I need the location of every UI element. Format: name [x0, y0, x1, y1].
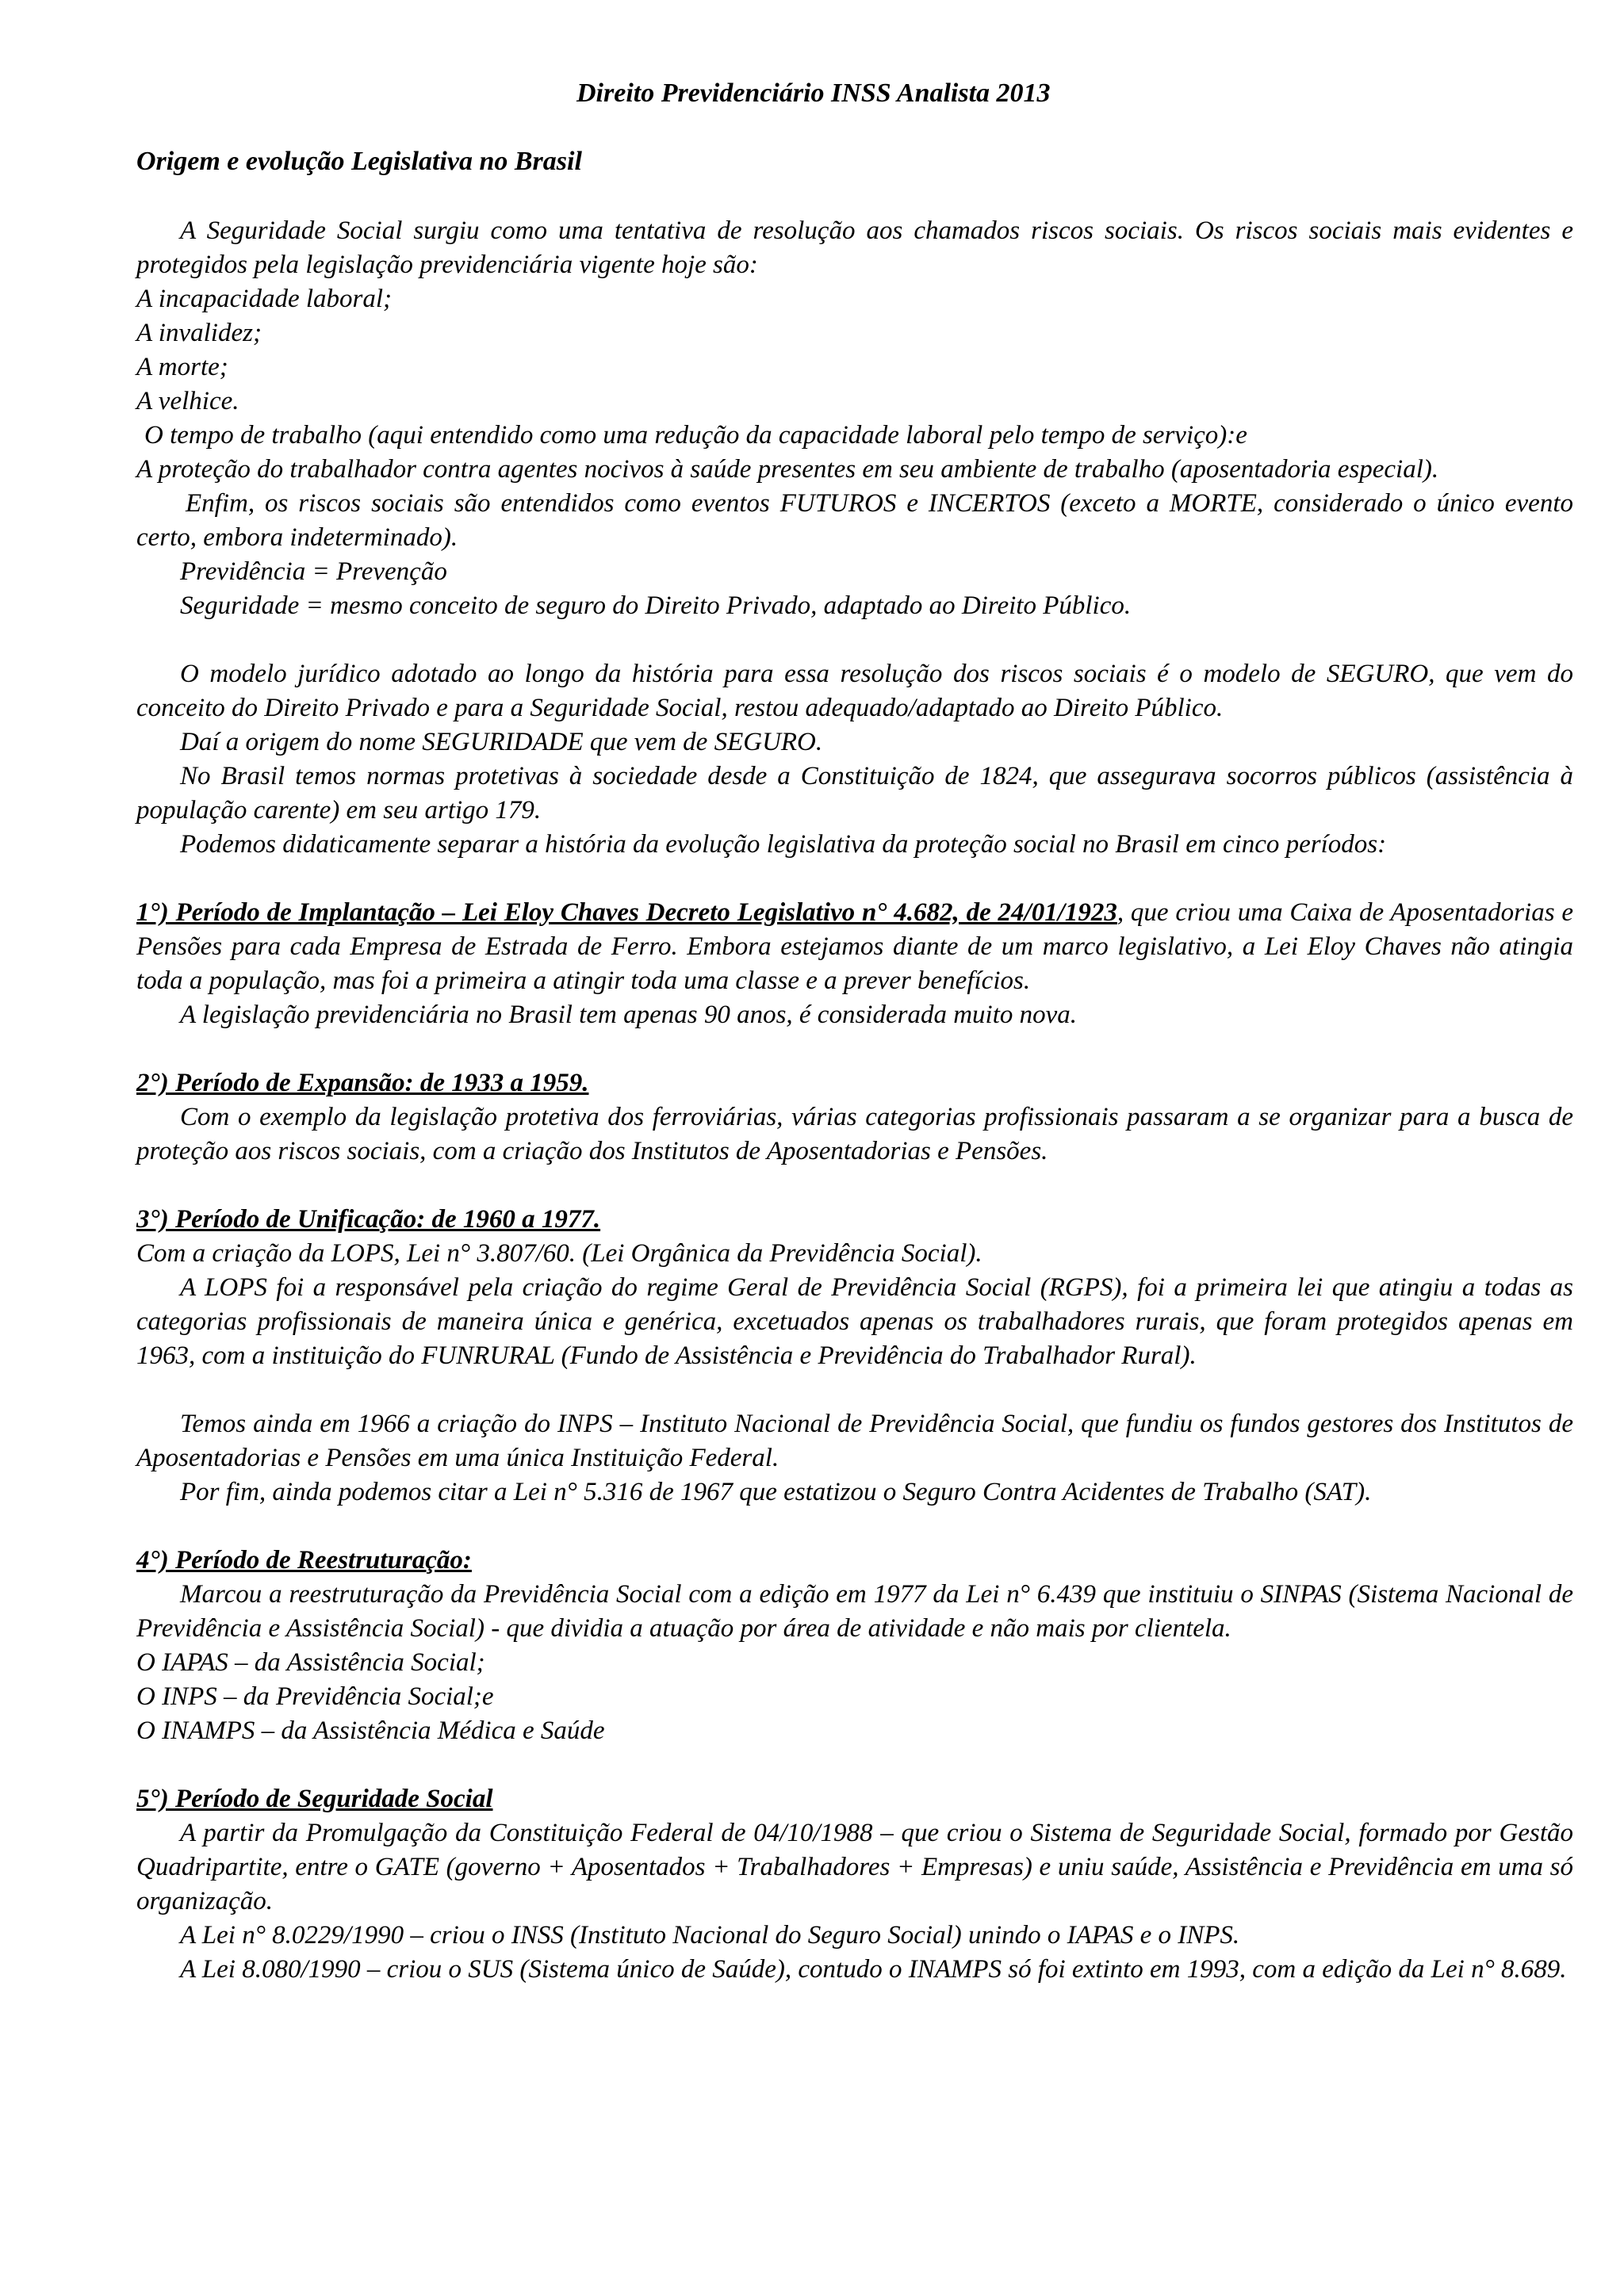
- intro-paragraph: O tempo de trabalho (aqui entendido como uma redução da capacidade laboral pelo tempo de serviço):e: [144, 421, 1247, 450]
- period-5-title: 5°) Período de Seguridade Social: [136, 1785, 493, 1813]
- period-1-title: 1°) Período de Implantação – Lei Eloy Chaves Decreto Legislativo n° 4.682, de 24/01/1923: [136, 898, 1117, 927]
- model-paragraph: Daí a origem do nome SEGURIDADE que vem de SEGURO.: [180, 728, 823, 756]
- period-1-title-rest: , que criou uma Caixa de Aposentadorias e Pensões para cada Empresa de Estrada de Ferro. Embora estejamos diante de um marco legislativo, a Lei Eloy Chaves não atingia toda a população, mas foi a primeira a atingir toda uma classe e a prever benefícios.: [136, 898, 1573, 995]
- period-4-list-item: O INAMPS – da Assistência Médica e Saúde: [136, 1716, 605, 1745]
- period-3-paragraph: A LOPS foi a responsável pela criação do regime Geral de Previdência Social (RGPS), foi a primeira lei que atingiu a todas as categorias profissionais de maneira única e genérica, excetuados apenas os trabalhadores rurais, que foram protegidos apenas em 1963, com a instituição do FUNRURAL (Fundo de Assistência e Previdência do Trabalhador Rural).: [136, 1273, 1573, 1370]
- risk-item: A morte;: [136, 353, 228, 381]
- period-4-title: 4°) Período de Reestruturação:: [136, 1546, 472, 1575]
- intro-paragraph: Previdência = Prevenção: [180, 557, 447, 586]
- document-body: [136, 214, 1573, 1987]
- period-3-title: 3°) Período de Unificação: de 1960 a 1977.: [136, 1205, 601, 1234]
- risk-item: A incapacidade laboral;: [136, 285, 393, 313]
- period-5-paragraph: A Lei 8.080/1990 – criou o SUS (Sistema único de Saúde), contudo o INAMPS só foi extinto em 1993, com a edição da Lei n° 8.689.: [180, 1955, 1567, 1984]
- model-paragraph: No Brasil temos normas protetivas à sociedade desde a Constituição de 1824, que assegurava socorros públicos (assistência à população carente) em seu artigo 179.: [136, 762, 1573, 825]
- period-2-title: 2°) Período de Expansão: de 1933 a 1959.: [136, 1069, 589, 1097]
- risk-item: A invalidez;: [136, 319, 262, 347]
- section-title: Origem e evolução Legislativa no Brasil: [136, 147, 582, 176]
- period-2-paragraph: Com o exemplo da legislação protetiva dos ferroviárias, várias categorias profissionais passaram a se organizar para a busca de proteção aos riscos sociais, com a criação dos Institutos de Aposentadorias e Pensões.: [136, 1103, 1573, 1165]
- period-5-paragraph: A partir da Promulgação da Constituição Federal de 04/10/1988 – que criou o Sistema de Seguridade Social, formado por Gestão Quadripartite, entre o GATE (governo + Aposentados + Trabalhadores + Empresas) e uniu saúde, Assistência e Previdência em uma só organização.: [136, 1819, 1573, 1915]
- period-3-paragraph: Por fim, ainda podemos citar a Lei n° 5.316 de 1967 que estatizou o Seguro Contra Acidentes de Trabalho (SAT).: [180, 1478, 1372, 1506]
- intro-paragraph: A Seguridade Social surgiu como uma tentativa de resolução aos chamados riscos sociais. Os riscos sociais mais evidentes e protegidos pela legislação previdenciária vigente hoje são:: [136, 216, 1573, 279]
- period-4-list-item: O IAPAS – da Assistência Social;: [136, 1648, 485, 1677]
- period-4-paragraph: Marcou a reestruturação da Previdência Social com a edição em 1977 da Lei n° 6.439 que instituiu o SINPAS (Sistema Nacional de Previdência e Assistência Social) - que dividia a atuação por área de atividade e não mais por clientela.: [136, 1580, 1573, 1643]
- period-3-paragraph: Temos ainda em 1966 a criação do INPS – Instituto Nacional de Previdência Social, que fundiu os fundos gestores dos Institutos de Aposentadorias e Pensões em uma única Instituição Federal.: [136, 1410, 1573, 1472]
- period-1-paragraph: [136, 896, 1573, 998]
- risk-item: A velhice.: [136, 387, 239, 415]
- period-4-list-item: O INPS – da Previdência Social;e: [136, 1682, 494, 1711]
- intro-paragraph: Enfim, os riscos sociais são entendidos como eventos FUTUROS e INCERTOS (exceto a MORTE, considerado o único evento certo, embora indeterminado).: [136, 489, 1573, 552]
- period-3-paragraph: Com a criação da LOPS, Lei n° 3.807/60. (Lei Orgânica da Previdência Social).: [136, 1239, 982, 1268]
- intro-paragraph: Seguridade = mesmo conceito de seguro do Direito Privado, adaptado ao Direito Público.: [180, 591, 1132, 620]
- document-title: Direito Previdenciário INSS Analista 2013: [576, 78, 1051, 108]
- period-1-note: A legislação previdenciária no Brasil tem apenas 90 anos, é considerada muito nova.: [180, 1001, 1078, 1029]
- model-paragraph: O modelo jurídico adotado ao longo da história para essa resolução dos riscos sociais é o modelo de SEGURO, que vem do conceito do Direito Privado e para a Seguridade Social, restou adequado/adaptado ao Direito Público.: [136, 660, 1573, 722]
- period-5-paragraph: A Lei n° 8.0229/1990 – criou o INSS (Instituto Nacional do Seguro Social) unindo o IAPAS e o INPS.: [180, 1921, 1240, 1950]
- intro-paragraph: A proteção do trabalhador contra agentes nocivos à saúde presentes em seu ambiente de trabalho (aposentadoria especial).: [136, 455, 1439, 484]
- model-paragraph: Podemos didaticamente separar a história da evolução legislativa da proteção social no Brasil em cinco períodos:: [180, 830, 1387, 859]
